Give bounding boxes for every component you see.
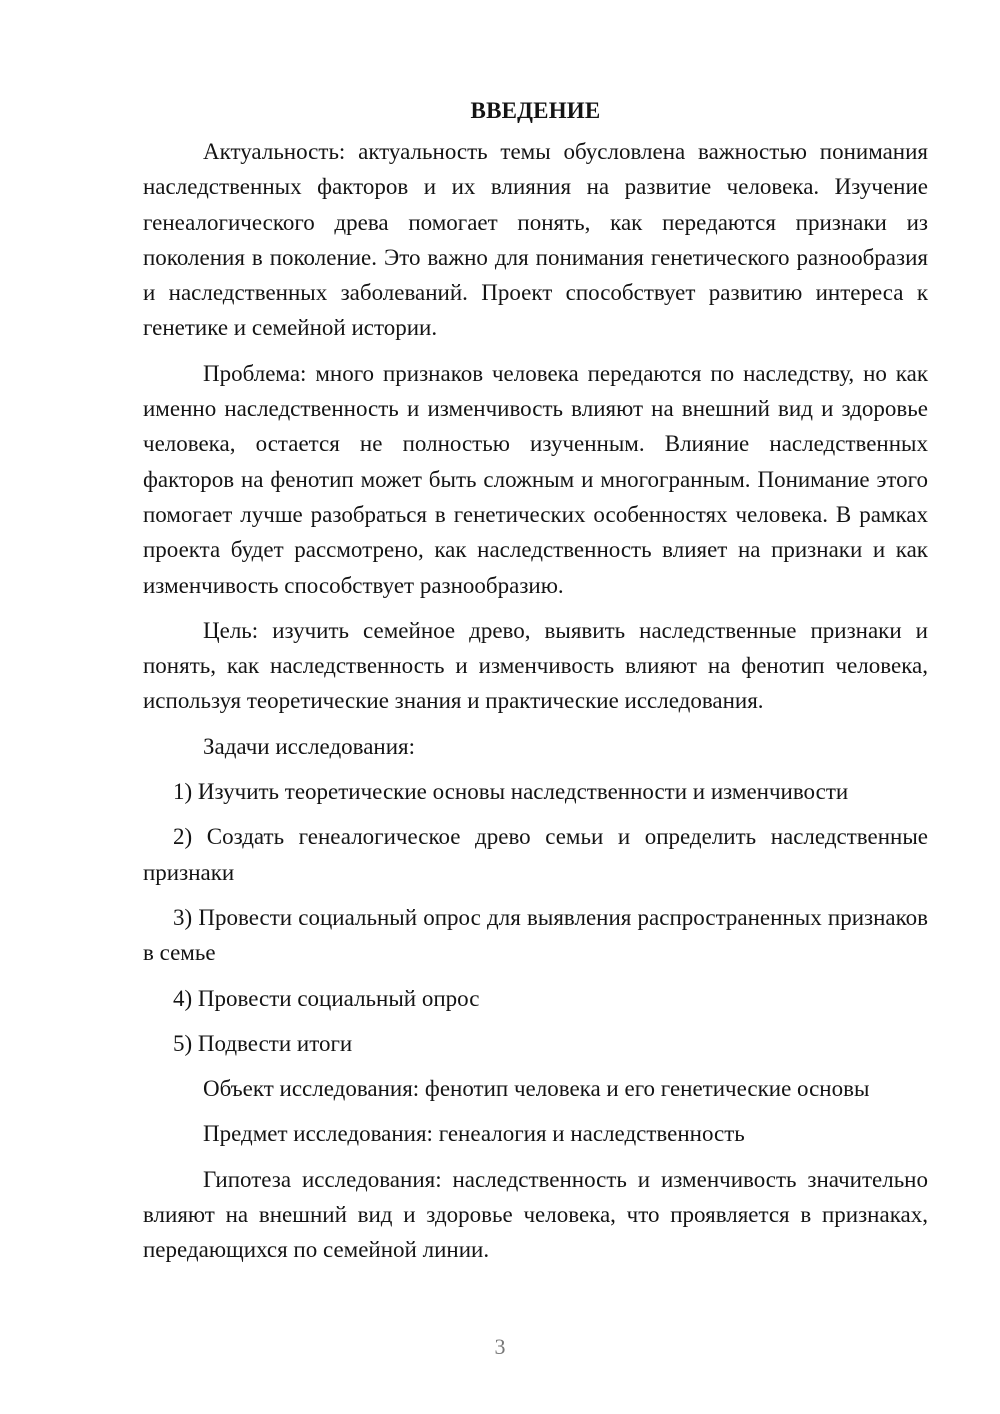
object-paragraph: Объект исследования: фенотип человека и его генетические основы [203,1076,870,1102]
goal-paragraph: Цель: изучить семейное древо, выявить наследственные признаки и понять, как наследственность и изменчивость влияют на фенотип человека, используя теоретические знания и практические исследования. [143,617,928,714]
task-item-5: 5) Подвести итоги [173,1030,353,1056]
document-page [143,93,928,1278]
relevance-paragraph: Актуальность: актуальность темы обусловлена важностью понимания наследственных факторов и их влияния на развитие человека. Изучение генеалогического древа помогает понять, как передаются признаки из поколения в поколение. Это важно для понимания генетического разнообразия и наследственных заболеваний. Проект способствует развитию интереса к генетике и семейной истории. [143,139,928,341]
subject-paragraph: Предмет исследования: генеалогия и наследственность [203,1121,745,1147]
task-item-3: 3) Провести социальный опрос для выявления распространенных признаков в семье [143,904,928,966]
page-title: ВВЕДЕНИЕ [470,98,601,123]
hypothesis-paragraph: Гипотеза исследования: наследственность и изменчивость значительно влияют на внешний вид и здоровье человека, что проявляется в признаках, передающихся по семейной линии. [143,1166,928,1263]
task-item-1: 1) Изучить теоретические основы наследственности и изменчивости [173,779,849,805]
task-item-4: 4) Провести социальный опрос [173,985,480,1011]
tasks-heading: Задачи исследования: [203,733,416,759]
task-item-2: 2) Создать генеалогическое древо семьи и определить наследственные признаки [143,824,928,885]
problem-paragraph: Проблема: много признаков человека передаются по наследству, но как именно наследственность и изменчивость влияют на внешний вид и здоровье человека, остается не полностью изученным. Влияние наследственных факторов на фенотип может быть сложным и многогранным. Понимание этого помогает лучше разобраться в генетических особенностях человека. В рамках проекта будет рассмотрено, как наследственность влияет на признаки и как изменчивость способствует разнообразию. [143,360,928,598]
page-number: 3 [494,1334,506,1359]
